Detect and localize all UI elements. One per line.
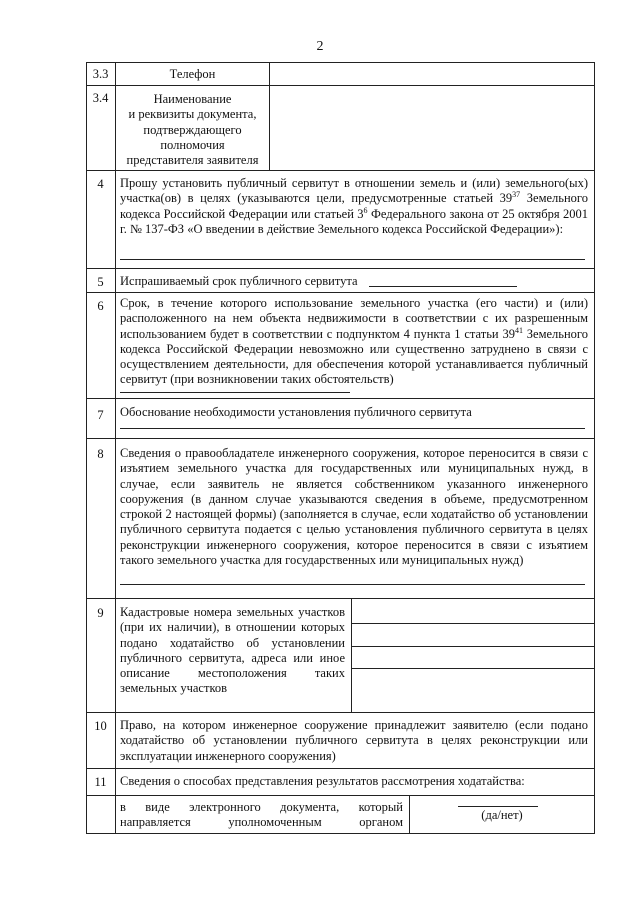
row-number: 5 <box>97 275 104 289</box>
row-number: 11 <box>94 775 107 789</box>
page-number: 2 <box>316 39 324 54</box>
table-border-right <box>594 62 595 834</box>
row-separator <box>86 438 595 439</box>
label-line: подтверждающего <box>143 122 242 137</box>
row-number: 9 <box>97 606 104 620</box>
text-part: Прошу установить публичный сервитут в отношении земель и (или) земельного(ых) участка(ов) в целях (указываются цели, предусмотренные статьей 39 <box>120 176 588 206</box>
result-delivery-label: Сведения о способах представления результатов рассмотрения ходатайства: <box>120 774 525 788</box>
cadastral-numbers-field[interactable] <box>352 623 594 624</box>
row-separator <box>86 268 595 269</box>
servitude-purpose-text <box>120 176 588 237</box>
electronic-document-option: в виде электронного документа, который направляется уполномоченным органом <box>120 800 403 830</box>
usage-impossibility-period-text <box>120 296 588 388</box>
servitude-term-label: Испрашиваемый срок публичного сервитута <box>120 274 358 288</box>
row-separator <box>86 768 595 769</box>
text-part: Срок, в течение которого использование земельного участка (его части) и (или) расположенного на нем объекта недвижимости в соответствии с их разрешенным использованием будет в соответствии с подпунктом 4 пункта 1 статьи 39 <box>120 296 588 341</box>
representative-document-field[interactable] <box>270 86 594 170</box>
representative-document-label <box>116 92 269 168</box>
row-separator <box>86 170 595 171</box>
text-part: Федерального закона от 25 октября 2001 г. № 137-ФЗ «О введении в действие Земельного кодекса Российской Федерации»): <box>120 206 588 236</box>
phone-label: Телефон <box>169 67 216 81</box>
row-number: 8 <box>97 447 104 461</box>
servitude-purpose-field[interactable] <box>120 259 585 260</box>
text-part: Земельного кодекса Российской Федерации или статьей 3 <box>120 191 588 221</box>
superscript: 41 <box>514 325 523 335</box>
number-column-divider <box>115 62 116 834</box>
usage-impossibility-period-field[interactable] <box>120 392 350 393</box>
table-border-bottom <box>86 833 595 834</box>
row-separator <box>86 398 595 399</box>
row-separator <box>86 292 595 293</box>
row-separator <box>86 795 595 796</box>
facility-owner-info-text: Сведения о правообладателе инженерного сооружения, которое переносится в связи с изъятием земельного участка для государственных или муниципальных нужд, в случае, если заявитель не является собственником указанного инженерного сооружения (в данном случае указываются сведения в объеме, предусмотренном строкой 2 настоящей формы) (заполняется в случае, если ходатайство об установлении публичного сервитута подается с целью установления публичного сервитута в целях реконструкции инженерного сооружения, которое переносится в связи с изъятием такого земельного участка для государственных или муниципальных нужд) <box>120 446 588 568</box>
label-line: представителя заявителя <box>126 153 259 168</box>
text-part: Земельного кодекса Российской Федерации невозможно или существенно затруднено в связи с осуществлением деятельности, для обеспечения которой устанавливается публичный сервитут (при возникновении таких обстоятельств) <box>120 326 588 387</box>
servitude-justification-field[interactable] <box>120 428 585 429</box>
row-number: 7 <box>97 408 104 422</box>
yes-no-hint: (да/нет) <box>481 808 523 822</box>
row-number: 3.4 <box>92 91 109 105</box>
row-number: 4 <box>97 177 104 191</box>
superscript: 6 <box>363 205 368 215</box>
servitude-justification-label: Обоснование необходимости установления публичного сервитута <box>120 405 472 419</box>
label-line: и реквизиты документа, <box>128 107 257 122</box>
servitude-term-field[interactable] <box>369 286 517 287</box>
row-separator <box>86 598 595 599</box>
row-number: 10 <box>94 719 107 733</box>
electronic-document-answer-field[interactable] <box>458 806 538 807</box>
row-number: 6 <box>97 299 104 313</box>
cadastral-numbers-field[interactable] <box>352 668 594 669</box>
label-line: Наименование <box>153 92 232 106</box>
phone-value-field[interactable] <box>270 63 594 85</box>
row-separator <box>86 712 595 713</box>
label-line: полномочия <box>160 137 225 152</box>
value-column-divider <box>351 598 352 713</box>
row-number: 3.3 <box>92 67 109 81</box>
cadastral-numbers-field[interactable] <box>352 646 594 647</box>
superscript: 37 <box>512 190 521 200</box>
cadastral-numbers-label: Кадастровые номера земельных участков (при их наличии), в отношении которых подано ходатайство об установлении публичного сервитута, адреса или иное описание местоположения таких земельных участков <box>120 605 345 696</box>
facility-owner-info-field[interactable] <box>120 584 585 585</box>
facility-right-text: Право, на котором инженерное сооружение принадлежит заявителю (если подано ходатайство об установлении публичного сервитута в целях реконструкции или эксплуатации инженерного сооружения) <box>120 718 588 763</box>
